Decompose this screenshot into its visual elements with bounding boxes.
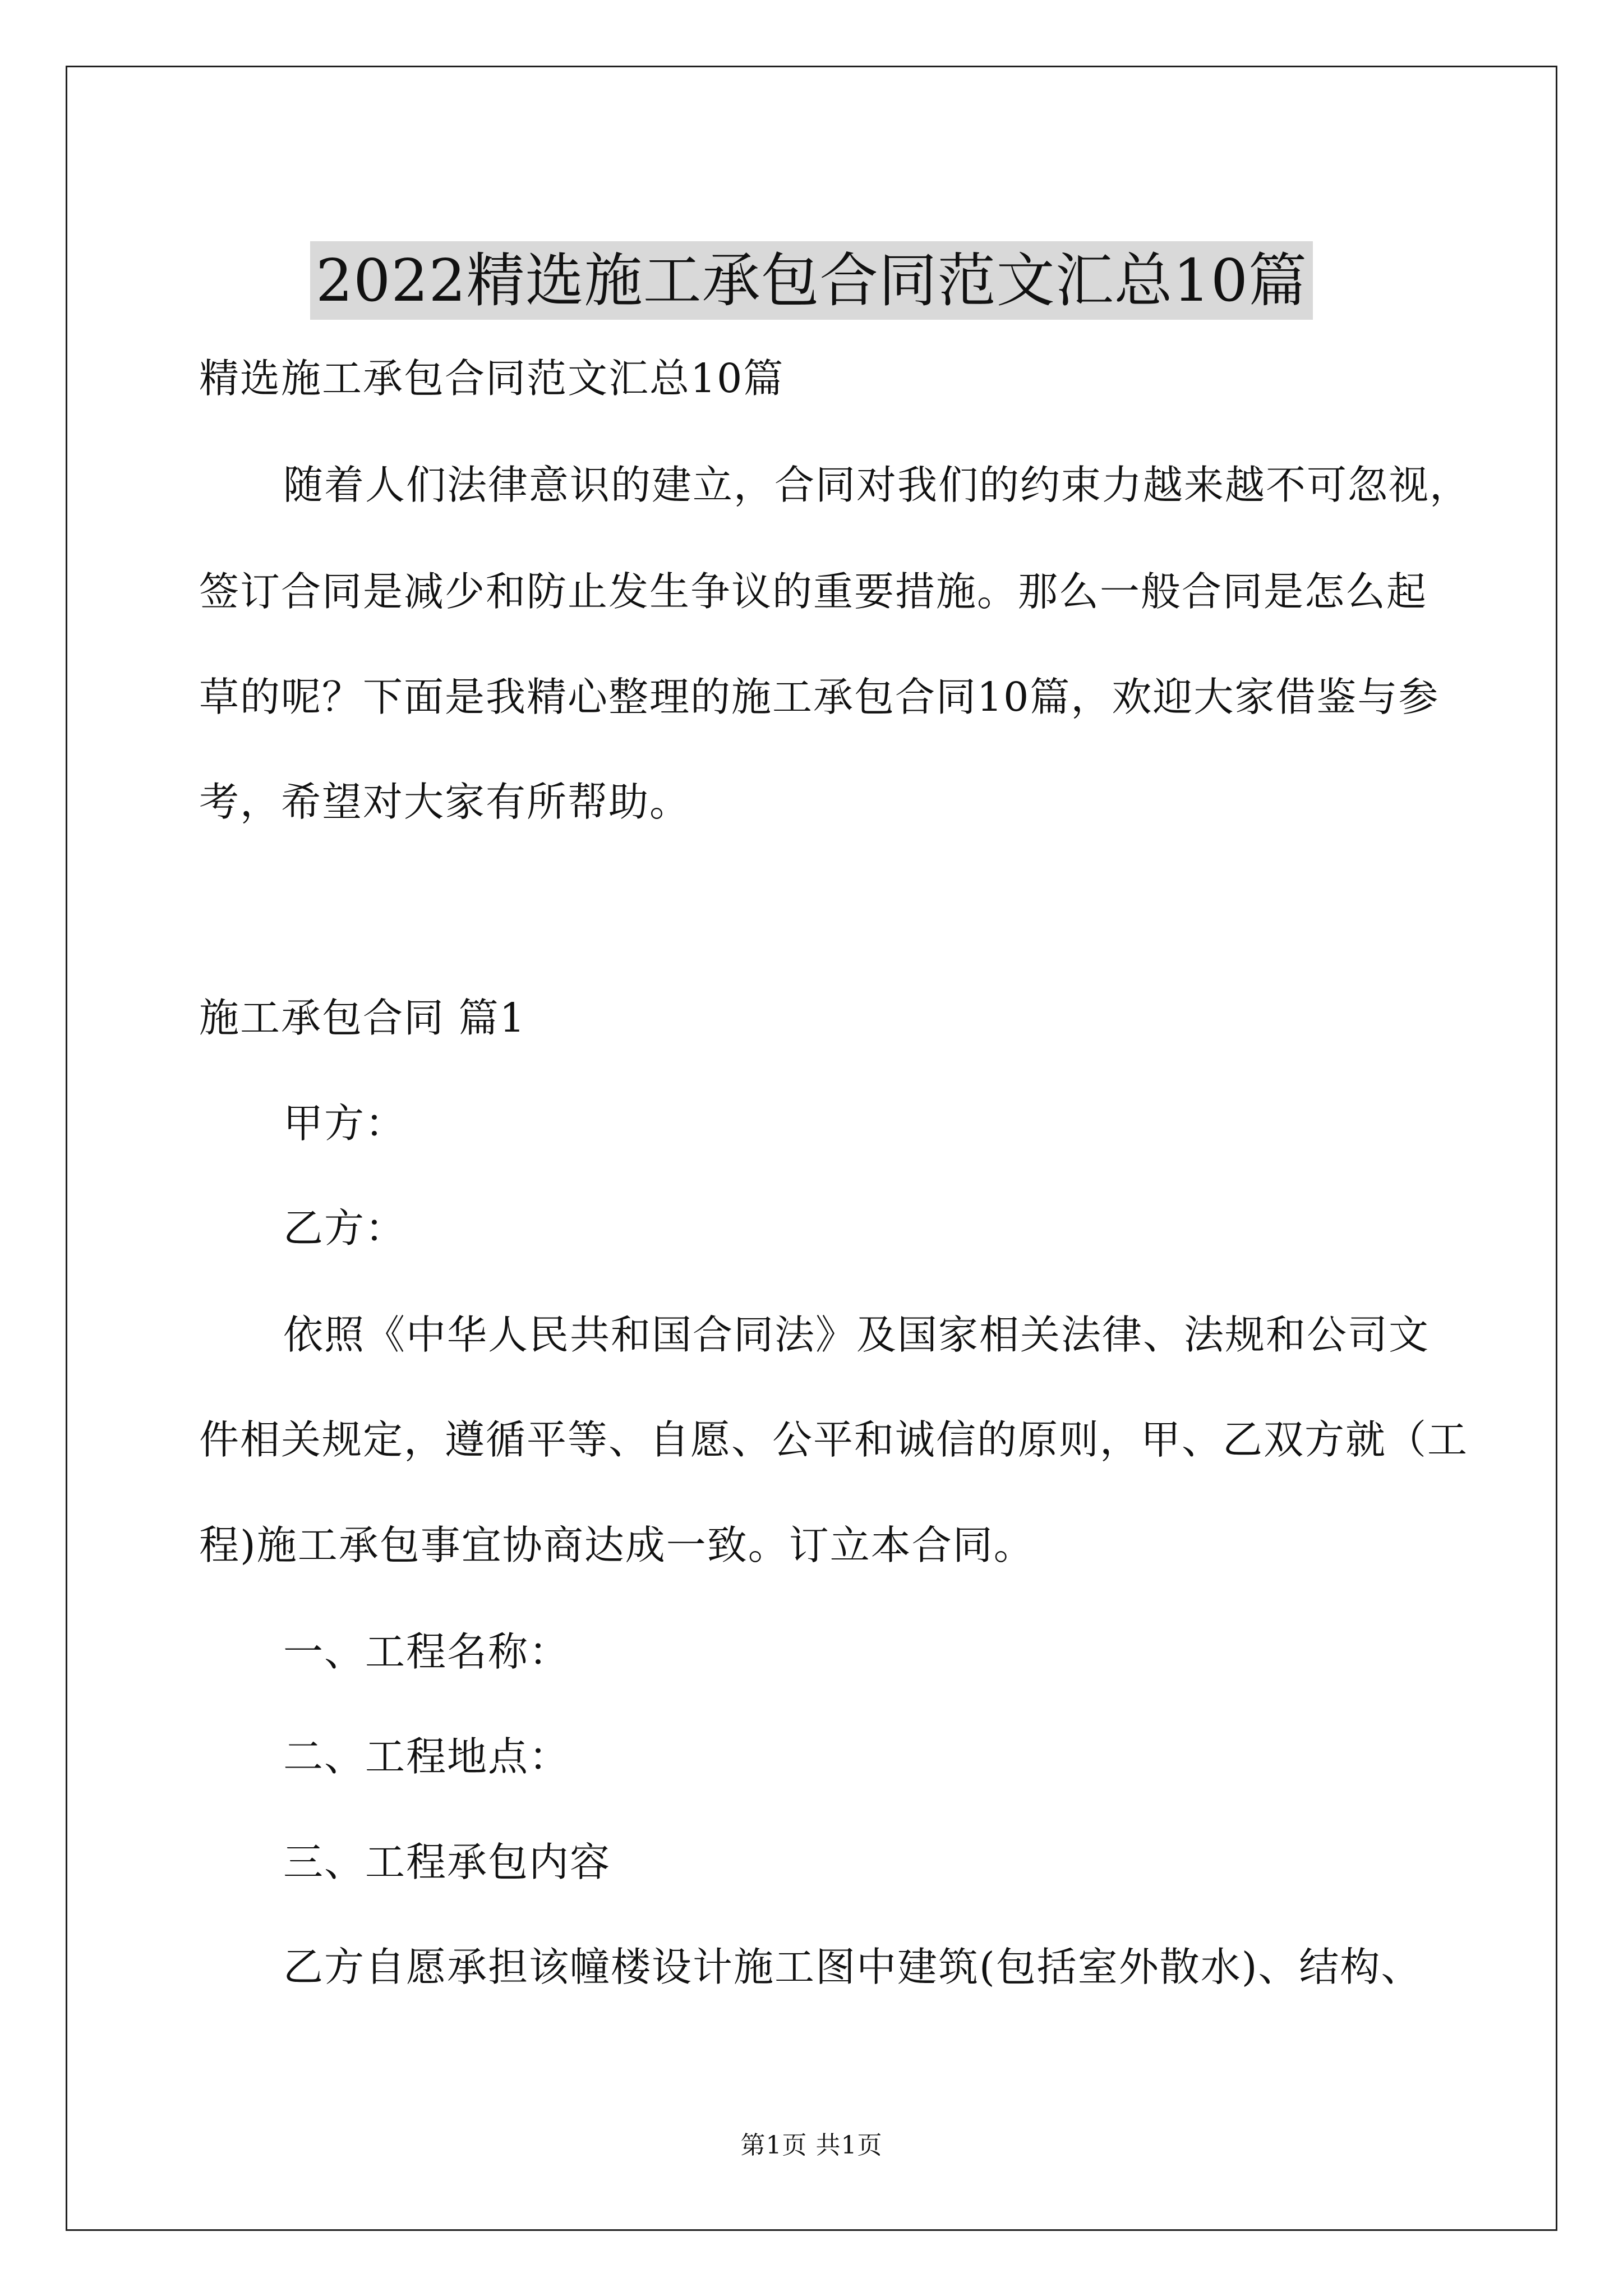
clause-3: 三、工程承包内容 — [283, 1839, 611, 1885]
section-heading: 施工承包合同 篇1 — [199, 995, 526, 1041]
party-a-label: 甲方： — [283, 1100, 407, 1147]
intro-line-2: 签订合同是减少和防止发生争议的重要措施。那么一般合同是怎么起 — [199, 568, 1428, 615]
basis-line-2: 件相关规定，遵循平等、自愿、公平和诚信的原则，甲、乙双方就（工 — [199, 1416, 1469, 1463]
page-footer: 第1页 共1页 — [740, 2131, 883, 2160]
clause-1: 一、工程名称： — [283, 1628, 570, 1675]
intro-line-3: 草的呢？下面是我精心整理的施工承包合同10篇，欢迎大家借鉴与参 — [199, 674, 1440, 720]
document-subtitle: 精选施工承包合同范文汇总10篇 — [199, 355, 785, 402]
title-container — [0, 202, 1623, 358]
clause-2: 二、工程地点： — [283, 1733, 570, 1780]
clause-3-body: 乙方自愿承担该幢楼设计施工图中建筑(包括室外散水)、结构、 — [283, 1944, 1422, 1990]
intro-line-4: 考，希望对大家有所帮助。 — [199, 779, 691, 825]
intro-line-1: 随着人们法律意识的建立，合同对我们的约束力越来越不可忽视， — [283, 462, 1471, 508]
document-title: 2022精选施工承包合同范文汇总10篇 — [310, 241, 1313, 320]
basis-line-3: 程)施工承包事宜协商达成一致。订立本合同。 — [199, 1522, 1035, 1568]
party-b-label: 乙方： — [283, 1205, 407, 1251]
basis-line-1: 依照《中华人民共和国合同法》及国家相关法律、法规和公司文 — [283, 1312, 1430, 1358]
